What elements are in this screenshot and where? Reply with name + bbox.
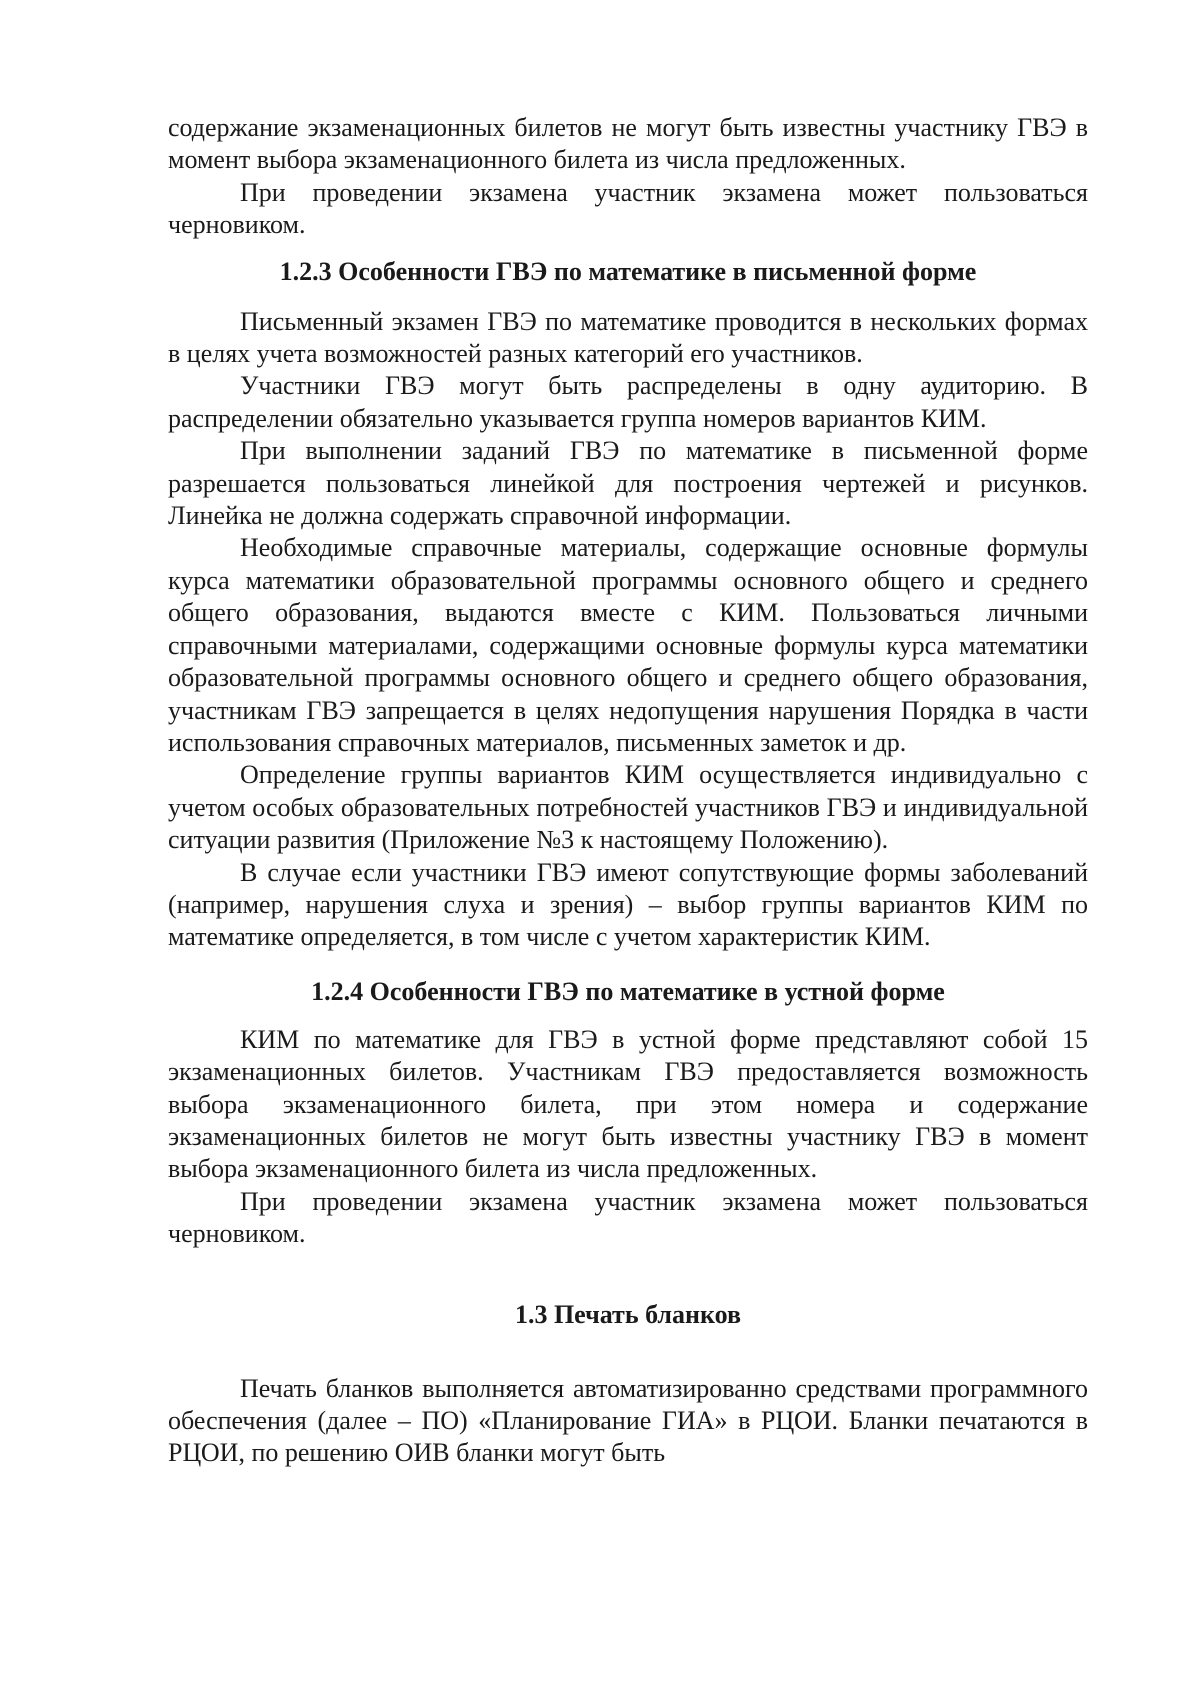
section-1-2-3-paragraph-2: Участники ГВЭ могут быть распределены в одну аудиторию. В распределении обязательно указывается группа номеров вариантов КИМ.	[168, 371, 1088, 433]
section-1-3-heading: 1.3 Печать бланков	[514, 1299, 742, 1329]
section-1-2-4-paragraph-1: КИМ по математике для ГВЭ в устной форме представляют собой 15 экзаменационных билетов. Участникам ГВЭ предоставляется возможность выбора экзаменационного билета, при этом номера и содержание экзаменационных билетов не могут быть известны участнику ГВЭ в момент выбора экзаменационного билета из числа предложенных.	[168, 1024, 1088, 1184]
section-1-2-4-heading: 1.2.4 Особенности ГВЭ по математике в устной форме	[311, 976, 945, 1006]
section-1-2-3-paragraph-1: Письменный экзамен ГВЭ по математике проводится в нескольких формах в целях учета возможностей разных категорий его участников.	[168, 306, 1088, 369]
section-1-2-3-paragraph-6: В случае если участники ГВЭ имеют сопутствующие формы заболеваний (например, нарушения слуха и зрения) – выбор группы вариантов КИМ по математике определяется, в том числе с учетом характеристик КИМ.	[168, 857, 1088, 952]
section-1-2-4-paragraph-2: При проведении экзамена участник экзамена может пользоваться черновиком.	[168, 1186, 1088, 1249]
section-1-3-paragraph-1: Печать бланков выполняется автоматизированно средствами программного обеспечения (далее – ПО) «Планирование ГИА» в РЦОИ. Бланки печатаются в РЦОИ, по решению ОИВ бланки могут быть	[168, 1373, 1088, 1468]
section-1-2-3-paragraph-4: Необходимые справочные материалы, содержащие основные формулы курса математики образовательной программы основного общего и среднего общего образования, выдаются вместе с КИМ. Пользоваться личными справочными материалами, содержащими основные формулы курса математики образовательной программы основного общего и среднего общего образования, участникам ГВЭ запрещается в целях недопущения нарушения Порядка в части использования справочных материалов, письменных заметок и др.	[168, 533, 1088, 757]
intro-paragraph-1: содержание экзаменационных билетов не могут быть известны участнику ГВЭ в момент выбора экзаменационного билета из числа предложенных.	[168, 113, 1088, 175]
document-page	[168, 112, 1088, 1470]
section-1-2-3-paragraph-5: Определение группы вариантов КИМ осуществляется индивидуально с учетом особых образовательных потребностей участников ГВЭ и индивидуальной ситуации развития (Приложение №3 к настоящему Положению).	[168, 760, 1088, 855]
section-1-2-3-paragraph-3: При выполнении заданий ГВЭ по математике в письменной форме разрешается пользоваться линейкой для построения чертежей и рисунков. Линейка не должна содержать справочной информации.	[168, 436, 1088, 531]
intro-paragraph-2: При проведении экзамена участник экзамена может пользоваться черновиком.	[168, 177, 1088, 240]
section-1-2-3-heading: 1.2.3 Особенности ГВЭ по математике в письменной форме	[279, 256, 977, 286]
